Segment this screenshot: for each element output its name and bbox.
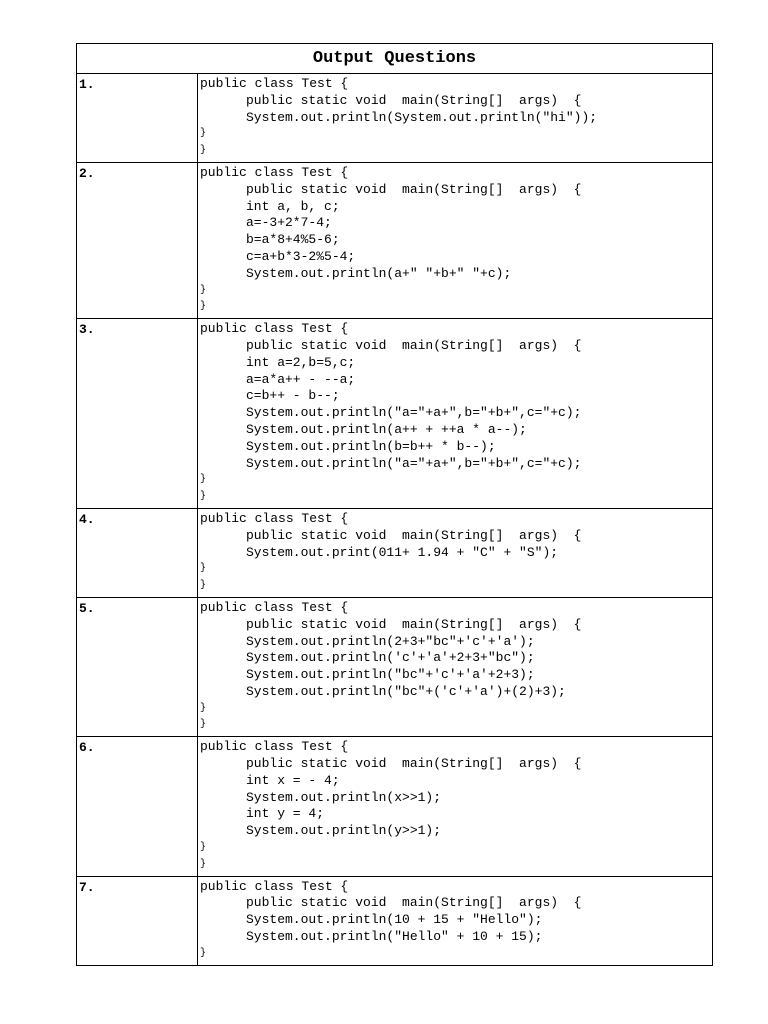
- code-line: public class Test {: [200, 878, 349, 894]
- question-number: 3.: [77, 319, 198, 508]
- code-line: }: [200, 474, 207, 486]
- question-row: [77, 319, 712, 509]
- code-line: System.out.println('c'+'a'+2+3+"bc");: [246, 650, 535, 666]
- code-line: public class Test {: [200, 76, 349, 91]
- question-number: 5.: [77, 598, 198, 736]
- code-block: [198, 319, 712, 508]
- code-line: public class Test {: [200, 164, 349, 180]
- code-line: System.out.println("bc"+'c'+'a'+2+3);: [246, 667, 535, 683]
- code-line: System.out.println(a+" "+b+" "+c);: [246, 265, 512, 281]
- code-line: System.out.println(x>>1);: [246, 789, 442, 805]
- code-line: }: [200, 145, 207, 157]
- code-block: [198, 877, 712, 965]
- question-row: [77, 163, 712, 319]
- code-line: public static void main(String[] args) {: [246, 616, 582, 632]
- code-line: }: [200, 580, 207, 592]
- question-row: [77, 74, 712, 163]
- question-number: 6.: [77, 737, 198, 875]
- question-list: [77, 74, 712, 965]
- code-line: int y = 4;: [246, 806, 325, 822]
- code-line: }: [200, 858, 207, 870]
- code-block: [198, 737, 712, 875]
- code-line: }: [200, 301, 207, 313]
- code-line: public class Test {: [200, 510, 349, 526]
- code-block: [198, 509, 712, 597]
- output-questions-table: [76, 43, 713, 966]
- code-line: }: [200, 491, 207, 503]
- code-line: int a, b, c;: [246, 198, 340, 214]
- code-line: }: [200, 563, 207, 575]
- code-line: }: [200, 284, 207, 296]
- question-row: [77, 877, 712, 965]
- code-line: public static void main(String[] args) {: [246, 181, 582, 197]
- code-line: }: [200, 702, 207, 714]
- code-block: [198, 598, 712, 736]
- question-number: 7.: [77, 877, 198, 965]
- code-line: System.out.println(2+3+"bc"+'c'+'a');: [246, 633, 535, 649]
- code-line: public class Test {: [200, 321, 349, 337]
- question-number: 4.: [77, 509, 198, 597]
- code-line: public static void main(String[] args) {: [246, 527, 582, 543]
- code-line: a=a*a++ - --a;: [246, 371, 356, 387]
- code-line: System.out.println(System.out.println("hi"));: [246, 109, 598, 125]
- code-block: [198, 74, 712, 162]
- code-line: System.out.println(y>>1);: [246, 823, 442, 839]
- code-line: int a=2,b=5,c;: [246, 354, 356, 370]
- code-line: public static void main(String[] args) {: [246, 337, 582, 353]
- question-number: 1.: [77, 74, 198, 162]
- code-block: [198, 163, 712, 318]
- code-line: }: [200, 128, 207, 140]
- code-line: public class Test {: [200, 739, 349, 755]
- code-line: b=a*8+4%5-6;: [246, 232, 340, 248]
- code-line: c=b++ - b--;: [246, 388, 340, 404]
- code-line: public static void main(String[] args) {: [246, 756, 582, 772]
- code-line: System.out.println(10 + 15 + "Hello");: [246, 912, 543, 928]
- code-line: System.out.println("a="+a+",b="+b+",c="+c);: [246, 405, 582, 421]
- question-row: [77, 509, 712, 598]
- code-line: }: [200, 719, 207, 731]
- code-line: int x = - 4;: [246, 772, 340, 788]
- code-line: public static void main(String[] args) {: [246, 895, 582, 911]
- question-row: [77, 737, 712, 876]
- code-line: System.out.println(b=b++ * b--);: [246, 438, 496, 454]
- code-line: System.out.println("a="+a+",b="+b+",c="+c);: [246, 455, 582, 471]
- question-row: [77, 598, 712, 737]
- code-line: public class Test {: [200, 599, 349, 615]
- code-line: System.out.print(011+ 1.94 + "C" + "S");: [246, 544, 559, 560]
- code-line: }: [200, 842, 207, 854]
- page-title: Output Questions: [77, 44, 712, 74]
- code-line: c=a+b*3-2%5-4;: [246, 248, 356, 264]
- code-line: System.out.println(a++ + ++a * a--);: [246, 421, 527, 437]
- code-line: System.out.println("bc"+('c'+'a')+(2)+3);: [246, 683, 566, 699]
- question-number: 2.: [77, 163, 198, 318]
- code-line: }: [200, 947, 207, 959]
- code-line: public static void main(String[] args) {: [246, 92, 582, 108]
- code-line: a=-3+2*7-4;: [246, 215, 332, 231]
- code-line: System.out.println("Hello" + 10 + 15);: [246, 929, 543, 945]
